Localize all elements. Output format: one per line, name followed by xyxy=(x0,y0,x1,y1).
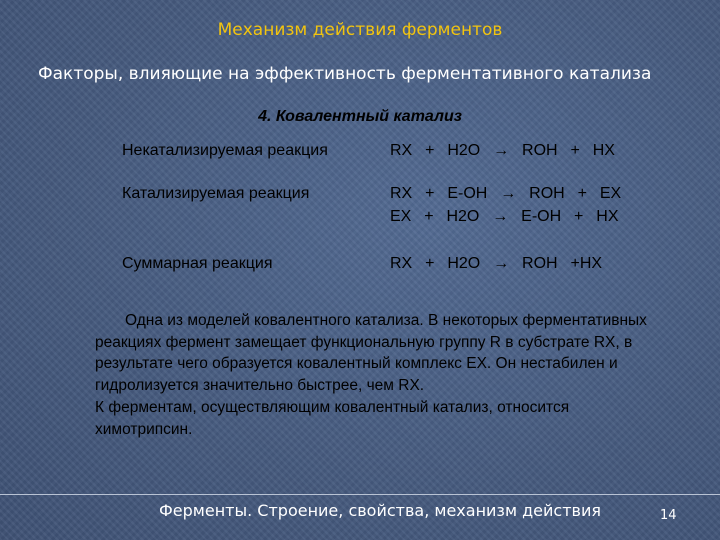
reaction-equation-overall: RX + H2O → ROH +HX xyxy=(390,255,603,272)
description-text xyxy=(95,310,660,440)
slide-title: Механизм действия ферментов xyxy=(217,20,503,40)
reaction-label-catalyzed: Катализируемая реакция xyxy=(122,185,310,202)
reaction-label-overall: Суммарная реакция xyxy=(122,255,273,272)
description-paragraph-2: К ферментам, осуществляющим ковалентный катализ, относится химотрипсин. xyxy=(95,398,570,438)
slide-footer: Ферменты. Строение, свойства, механизм действия xyxy=(159,501,601,520)
reaction-label-uncatalyzed: Некатализируемая реакция xyxy=(122,142,328,159)
description-paragraph-1: Одна из моделей ковалентного катализа. В некоторых ферментативных реакциях фермент замещает функциональную группу R в субстрате RX, в результате чего образуется ковалентный комплекс ЕХ. Он нестабилен и гидролизуется значительно быстрее, чем RX. xyxy=(95,312,647,395)
reaction-equation-catalyzed-step2: EX + H2O → E-OH + HX xyxy=(390,208,619,225)
footer-divider xyxy=(0,494,720,495)
page-number: 14 xyxy=(660,508,677,523)
slide-subtitle: Факторы, влияющие на эффективность ферментативного катализа xyxy=(38,64,652,84)
section-heading: 4. Ковалентный катализ xyxy=(258,108,462,125)
reaction-equation-catalyzed-step1: RX + E-OH → ROH + EX xyxy=(390,185,622,202)
reaction-equation-uncatalyzed: RX + H2O → ROH + HX xyxy=(390,142,615,159)
